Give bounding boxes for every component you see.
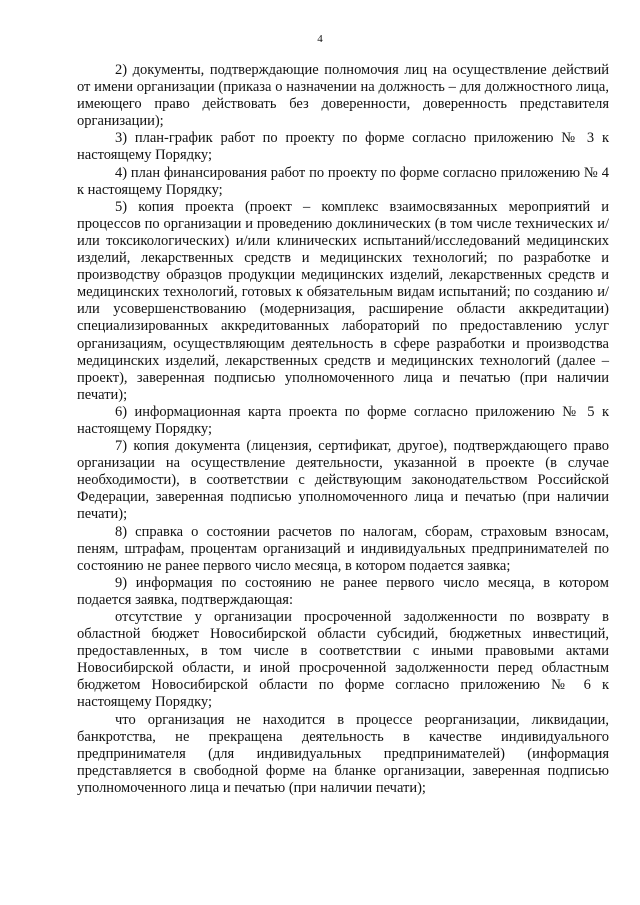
paragraph-subitem-debt: отсутствие у организации просроченной задолженности по возврату в областной бюджет Новосибирской области субсидий, бюджетных инвестиций, предоставленных, в том числе в соответствии с иными правовыми актами Новосибирской области, и иной просроченной задолженности перед областным бюджетом Новосибирской области по форме согласно приложению № 6 к настоящему Порядку; xyxy=(77,609,609,711)
paragraph-item-4: 4) план финансирования работ по проекту по форме согласно приложению № 4 к настоящему Порядку; xyxy=(77,164,609,198)
paragraph-item-9: 9) информация по состоянию не ранее первого число месяца, в котором подается заявка, подтверждающая: xyxy=(77,574,609,608)
paragraph-subitem-status: что организация не находится в процессе реорганизации, ликвидации, банкротства, не прекращена деятельность в качестве индивидуального предпринимателя (для индивидуальных предпринимателей) (информация представляется в свободной форме на бланке организации, заверенная подписью уполномоченного лица и печатью (при наличии печати); xyxy=(77,711,609,796)
paragraph-item-3: 3) план-график работ по проекту по форме согласно приложению № 3 к настоящему Порядку; xyxy=(77,130,609,164)
paragraph-item-8: 8) справка о состоянии расчетов по налогам, сборам, страховым взносам, пеням, штрафам, процентам организаций и индивидуальных предпринимателей по состоянию не ранее первого число месяца, в котором подается заявка; xyxy=(77,523,609,574)
page-number: 4 xyxy=(317,33,323,45)
paragraph-item-7: 7) копия документа (лицензия, сертификат, другое), подтверждающего право организации на осуществление деятельности, указанной в проекте (в случае необходимости), в соответствии с действующим законодательством Российской Федерации, заверенная подписью уполномоченного лица и печатью (при наличии печати); xyxy=(77,438,609,523)
paragraph-item-6: 6) информационная карта проекта по форме согласно приложению № 5 к настоящему Порядку; xyxy=(77,403,609,437)
paragraph-item-2: 2) документы, подтверждающие полномочия лиц на осуществление действий от имени организации (приказа о назначении на должность – для должностного лица, имеющего право действовать без доверенности, доверенность представителя организации); xyxy=(77,62,609,130)
document-body xyxy=(77,62,609,797)
paragraph-item-5: 5) копия проекта (проект – комплекс взаимосвязанных мероприятий и процессов по организации и проведению доклинических (в том числе технических и/или токсикологических) и/или клинических испытаний/исследований медицинских изделий, лекарственных средств и медицинских технологий; по разработке и производству образцов продукции медицинских изделий, лекарственных средств и медицинских технологий, готовых к обязательным видам испытаний; по созданию и/или усовершенствованию (модернизация, расширение области аккредитации) специализированных аккредитованных лабораторий по предоставлению услуг организациям, осуществляющим деятельность в сфере разработки и производства медицинских изделий, лекарственных средств и медицинских технологий (далее – проект), заверенная подписью уполномоченного лица и печатью (при наличии печати); xyxy=(77,198,609,403)
